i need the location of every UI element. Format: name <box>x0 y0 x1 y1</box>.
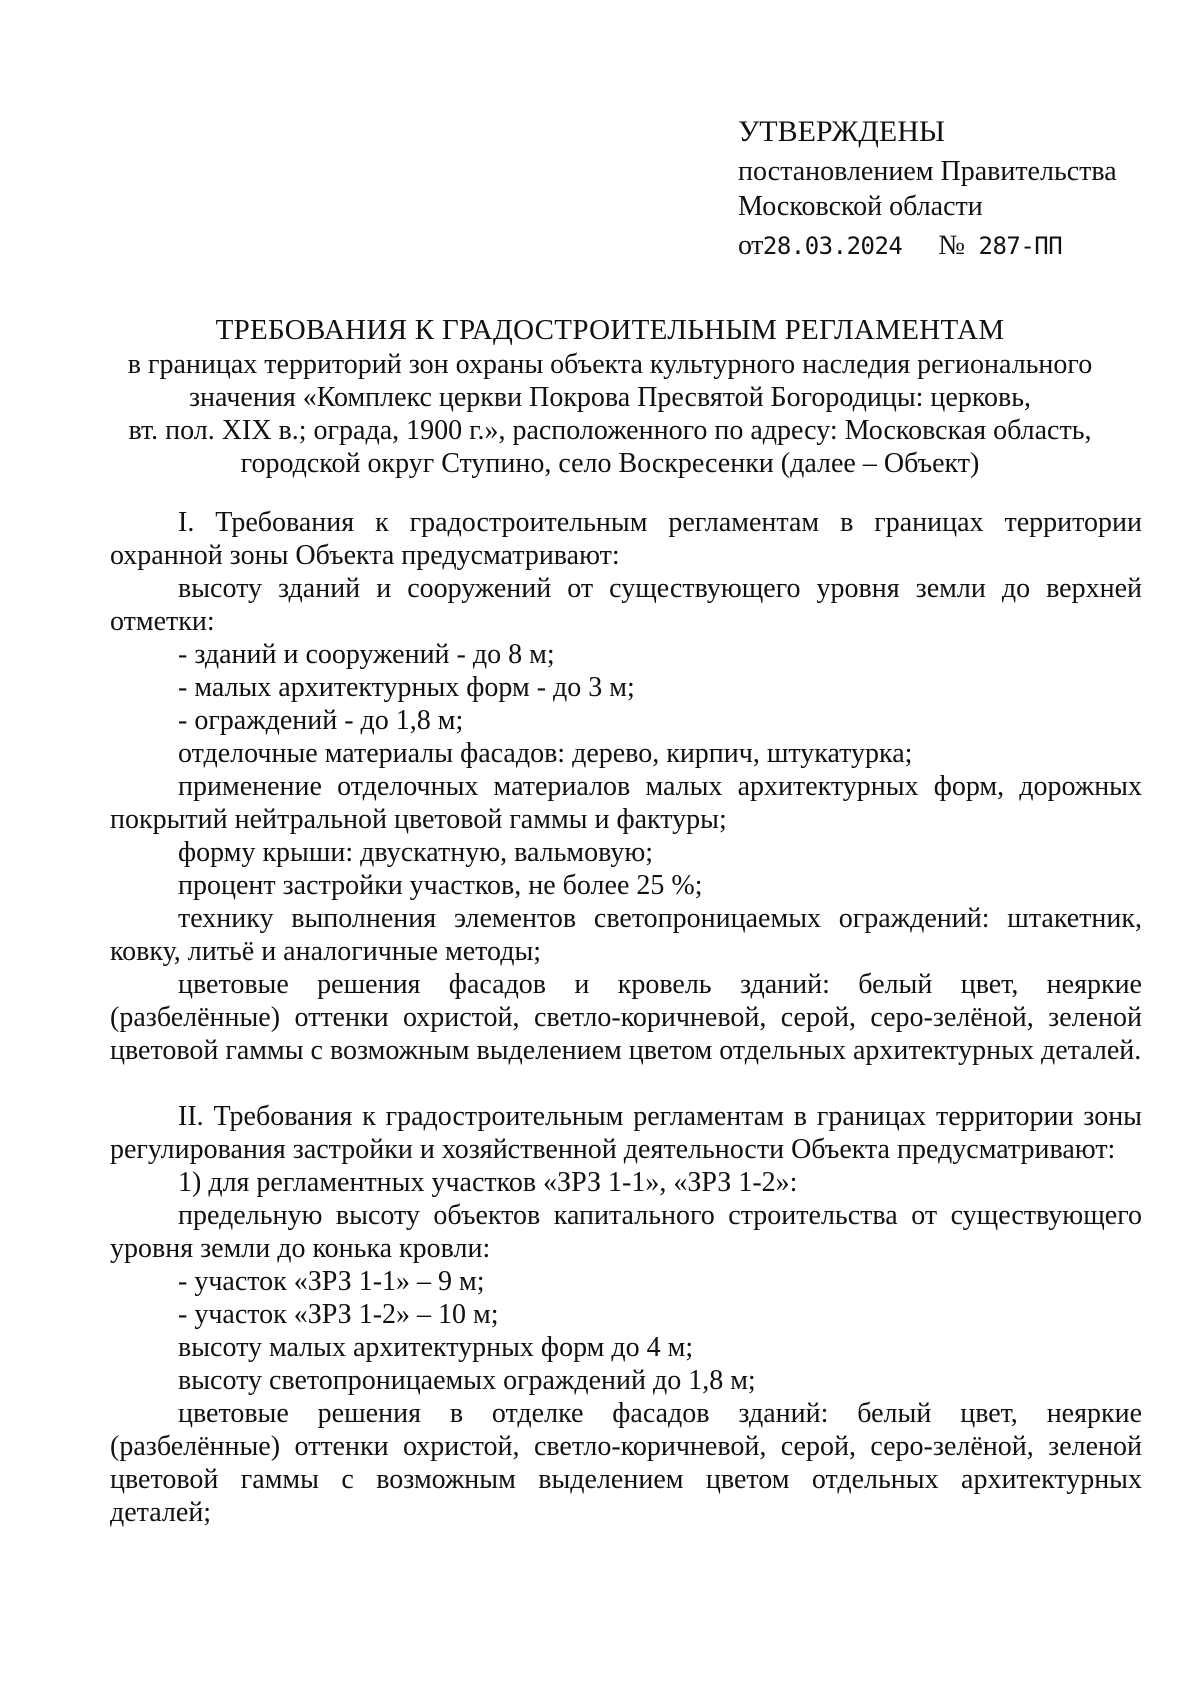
paragraph: высоту малых архитектурных форм до 4 м; <box>178 1332 694 1363</box>
section-1-heading: I. Требования к градостроительным регламентам в границах территории охранной зоны Объекта предусматривают: <box>110 507 1142 571</box>
section-spacer <box>110 1067 1142 1100</box>
document-body <box>110 506 1142 1529</box>
approval-line-2: Московской области <box>738 191 983 222</box>
subtitle-line: в границах территорий зон охраны объекта культурного наследия регионального <box>127 349 1093 380</box>
subtitle-line: значения «Комплекс церкви Покрова Пресвятой Богородицы: церковь, <box>188 382 1032 413</box>
list-item: - участок «ЗРЗ 1-1» – 9 м; <box>178 1266 485 1297</box>
approval-date: 28.03.2024 <box>762 232 903 260</box>
subtitle-line: вт. пол. XIX в.; ограда, 1900 г.», расположенного по адресу: Московская область, <box>128 415 1092 446</box>
list-item: - зданий и сооружений - до 8 м; <box>178 639 555 670</box>
paragraph: отделочные материалы фасадов: дерево, кирпич, штукатурка; <box>178 738 913 769</box>
section-1 <box>110 506 1142 1067</box>
approval-number: 287-ПП <box>978 232 1063 260</box>
approval-block <box>738 112 1178 264</box>
section-2 <box>110 1100 1142 1529</box>
paragraph: предельную высоту объектов капитального строительства от существующего уровня земли до конька кровли: <box>110 1200 1142 1264</box>
number-sign: № <box>938 230 965 261</box>
paragraph: цветовые решения фасадов и кровель зданий: белый цвет, неяркие (разбелённые) оттенки охристой, светло-коричневой, серой, серо-зелёной, зеленой цветовой гаммы с возможным выделением цветом отдельных архитектурных деталей. <box>110 969 1142 1066</box>
document-header <box>110 312 1110 480</box>
paragraph: форму крыши: двускатную, вальмовую; <box>178 837 654 868</box>
approval-title: УТВЕРЖДЕНЫ <box>738 115 946 148</box>
paragraph: процент застройки участков, не более 25 %; <box>178 870 703 901</box>
list-item: - ограждений - до 1,8 м; <box>178 705 464 736</box>
paragraph: технику выполнения элементов светопроницаемых ограждений: штакетник, ковку, литьё и аналогичные методы; <box>110 903 1142 967</box>
document-title: ТРЕБОВАНИЯ К ГРАДОСТРОИТЕЛЬНЫМ РЕГЛАМЕНТАМ <box>215 314 1005 346</box>
subsection-heading: 1) для регламентных участков «ЗРЗ 1-1», «ЗРЗ 1-2»: <box>178 1167 798 1198</box>
approval-date-line <box>738 228 1178 264</box>
section-2-heading: II. Требования к градостроительным регламентам в границах территории зоны регулирования застройки и хозяйственной деятельности Объекта предусматривают: <box>110 1101 1142 1165</box>
approval-line-1: постановлением Правительства <box>738 156 1117 187</box>
paragraph: высоту зданий и сооружений от существующего уровня земли до верхней отметки: <box>110 573 1142 637</box>
paragraph: применение отделочных материалов малых архитектурных форм, дорожных покрытий нейтральной цветовой гаммы и фактуры; <box>110 771 1142 835</box>
paragraph: цветовые решения в отделке фасадов зданий: белый цвет, неяркие (разбелённые) оттенки охристой, светло-коричневой, серой, серо-зелёной, зеленой цветовой гаммы с возможным выделением цветом отдельных архитектурных деталей; <box>110 1398 1142 1528</box>
subtitle-line: городской округ Ступино, село Воскресенки (далее – Объект) <box>240 448 980 479</box>
paragraph: высоту светопроницаемых ограждений до 1,8 м; <box>178 1365 756 1396</box>
list-item: - участок «ЗРЗ 1-2» – 10 м; <box>178 1299 499 1330</box>
list-item: - малых архитектурных форм - до 3 м; <box>178 672 635 703</box>
date-prefix: от <box>738 230 763 261</box>
